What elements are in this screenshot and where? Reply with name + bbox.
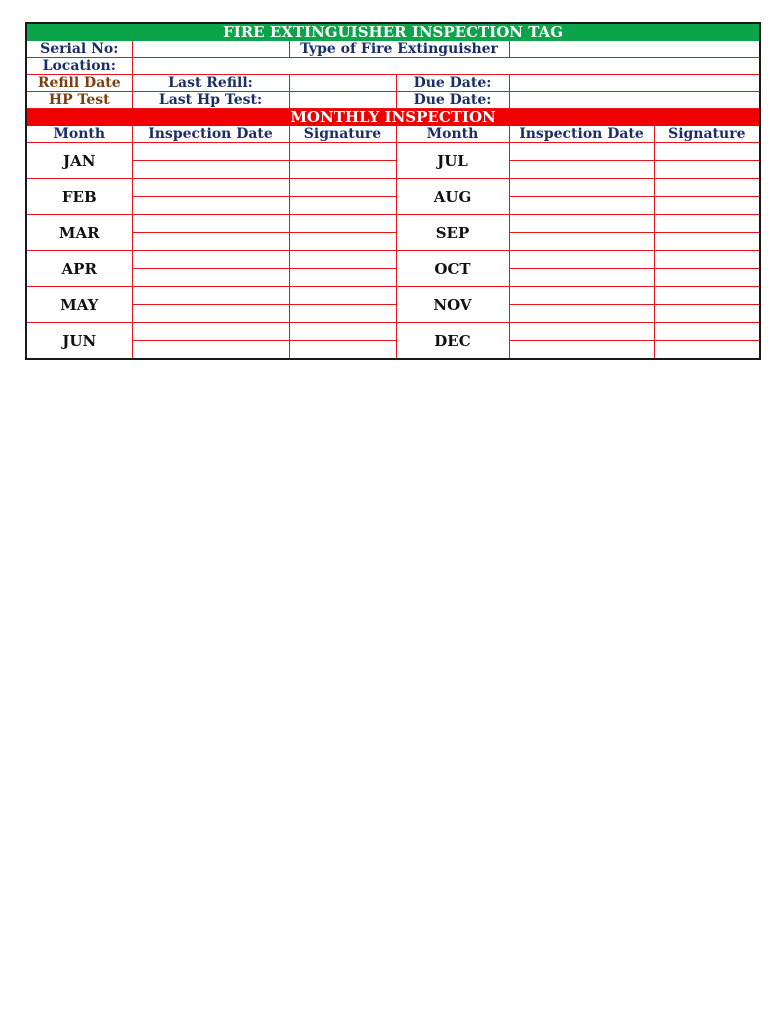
inspection-date-cell[interactable] [132,197,289,215]
inspection-date-cell[interactable] [509,251,654,269]
hp-test-label: HP Test [26,92,132,109]
month-subrow [26,215,760,233]
refill-date-label: Refill Date [26,75,132,92]
signature-cell[interactable] [654,215,760,233]
signature-cell[interactable] [289,233,396,251]
month-subrow [26,323,760,341]
month-name-right: OCT [396,251,509,287]
inspection-date-cell[interactable] [509,287,654,305]
inspection-date-cell[interactable] [509,197,654,215]
month-name-right: SEP [396,215,509,251]
month-name-right: NOV [396,287,509,323]
month-subrow [26,143,760,161]
inspection-date-cell[interactable] [132,287,289,305]
inspection-date-cell[interactable] [509,215,654,233]
location-label: Location: [26,58,132,75]
inspection-date-cell[interactable] [509,179,654,197]
header-month-left: Month [26,126,132,143]
signature-cell[interactable] [289,161,396,179]
month-name-right: DEC [396,323,509,360]
month-subrow [26,341,760,360]
inspection-date-cell[interactable] [132,341,289,360]
signature-cell[interactable] [654,197,760,215]
signature-cell[interactable] [654,341,760,360]
serial-field[interactable] [132,41,289,58]
inspection-tag-table [25,22,761,360]
header-inspection-date-left: Inspection Date [132,126,289,143]
signature-cell[interactable] [654,287,760,305]
refill-due-label: Due Date: [396,75,509,92]
month-name-right: JUL [396,143,509,179]
month-subrow [26,287,760,305]
inspection-date-cell[interactable] [132,215,289,233]
hp-due-field[interactable] [509,92,760,109]
inspection-date-cell[interactable] [509,323,654,341]
month-name-left: APR [26,251,132,287]
tag-title: FIRE EXTINGUISHER INSPECTION TAG [26,23,760,41]
signature-cell[interactable] [654,251,760,269]
inspection-date-cell[interactable] [132,143,289,161]
signature-cell[interactable] [654,161,760,179]
last-refill-field[interactable] [289,75,396,92]
signature-cell[interactable] [654,305,760,323]
location-field[interactable] [132,58,760,75]
month-name-left: FEB [26,179,132,215]
month-subrow [26,197,760,215]
month-subrow [26,233,760,251]
signature-cell[interactable] [289,197,396,215]
inspection-date-cell[interactable] [509,143,654,161]
last-hp-test-field[interactable] [289,92,396,109]
hp-due-label: Due Date: [396,92,509,109]
signature-cell[interactable] [289,215,396,233]
signature-cell[interactable] [289,323,396,341]
inspection-date-cell[interactable] [132,161,289,179]
type-field[interactable] [509,41,760,58]
signature-cell[interactable] [289,305,396,323]
month-subrow [26,269,760,287]
type-label: Type of Fire Extinguisher [289,41,509,58]
signature-cell[interactable] [289,179,396,197]
signature-cell[interactable] [289,287,396,305]
month-name-left: JUN [26,323,132,360]
inspection-date-cell[interactable] [132,269,289,287]
inspection-date-cell[interactable] [509,233,654,251]
inspection-date-cell[interactable] [132,251,289,269]
month-subrow [26,161,760,179]
month-name-right: AUG [396,179,509,215]
signature-cell[interactable] [654,179,760,197]
header-signature-left: Signature [289,126,396,143]
inspection-date-cell[interactable] [509,161,654,179]
inspection-date-cell[interactable] [509,269,654,287]
inspection-date-cell[interactable] [132,305,289,323]
signature-cell[interactable] [289,251,396,269]
month-name-left: JAN [26,143,132,179]
inspection-date-cell[interactable] [132,323,289,341]
month-subrow [26,305,760,323]
signature-cell[interactable] [654,233,760,251]
signature-cell[interactable] [289,341,396,360]
inspection-date-cell[interactable] [132,233,289,251]
month-name-left: MAY [26,287,132,323]
signature-cell[interactable] [654,143,760,161]
signature-cell[interactable] [289,269,396,287]
last-hp-test-label: Last Hp Test: [132,92,289,109]
signature-cell[interactable] [654,323,760,341]
last-refill-label: Last Refill: [132,75,289,92]
signature-cell[interactable] [654,269,760,287]
inspection-date-cell[interactable] [132,179,289,197]
header-signature-right: Signature [654,126,760,143]
header-month-right: Month [396,126,509,143]
refill-due-field[interactable] [509,75,760,92]
signature-cell[interactable] [289,143,396,161]
serial-label: Serial No: [26,41,132,58]
month-subrow [26,251,760,269]
header-inspection-date-right: Inspection Date [509,126,654,143]
month-name-left: MAR [26,215,132,251]
inspection-date-cell[interactable] [509,305,654,323]
month-subrow [26,179,760,197]
monthly-inspection-title: MONTHLY INSPECTION [26,109,760,126]
inspection-date-cell[interactable] [509,341,654,360]
